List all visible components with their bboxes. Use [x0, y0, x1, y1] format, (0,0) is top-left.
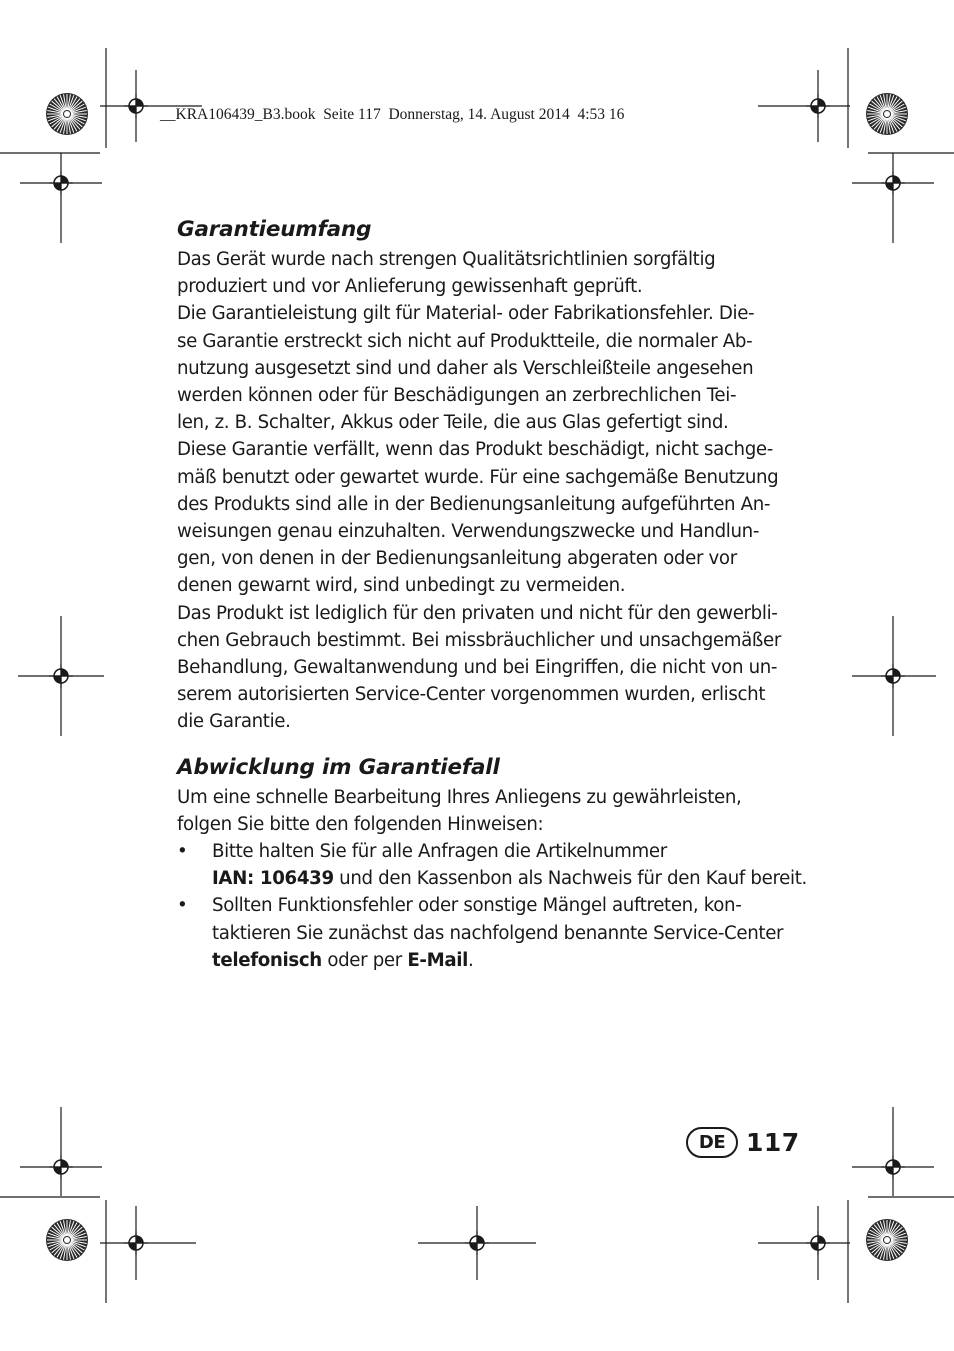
- language-badge: DE: [686, 1127, 738, 1158]
- paragraph: Das Produkt ist lediglich für den privaten und nicht für den gewerbli- chen Gebrauch bestimmt. Bei missbräuchlicher und unsachgemäßer Behandlung, Gewaltanwendung und bei Eingriffen, die nicht von un- serem autorisierten Service-Center vorgenommen wurden, erlischt die Garantie.: [177, 602, 781, 733]
- section-title: Garantieumfang: [177, 217, 372, 242]
- email-emphasis: E-Mail: [407, 949, 469, 971]
- item-text: oder per: [321, 949, 408, 971]
- page-number: 117: [746, 1127, 800, 1157]
- page-footer: [686, 1124, 800, 1160]
- warranty-scope-section: [177, 214, 807, 736]
- page-content: [177, 214, 807, 974]
- warranty-claim-section: [177, 752, 807, 974]
- list-item: [177, 838, 807, 892]
- registration-target-icon: [866, 1219, 908, 1261]
- registration-target-icon: [866, 93, 908, 135]
- item-text: .: [468, 949, 474, 971]
- paragraph: Das Gerät wurde nach strengen Qualitätsrichtlinien sorgfältig produziert und vor Anlieferung gewissenhaft geprüft.: [177, 249, 716, 298]
- phone-emphasis: telefonisch: [212, 949, 322, 971]
- paragraph: Diese Garantie verfällt, wenn das Produkt beschädigt, nicht sachge- mäß benutzt oder gewartet wurde. Für eine sachgemäße Benutzung des Produkts sind alle in der Bedienungsanleitung aufgeführten An- weisungen genau einzuhalten. Verwendungszwecke und Handlun- gen, von denen in der Bedienungsanleitung abgeraten oder vor denen gewarnt wird, sind unbedingt zu vermeiden.: [177, 439, 779, 597]
- bullet-icon: •: [177, 841, 188, 863]
- section-title: Abwicklung im Garantiefall: [177, 754, 500, 780]
- print-header: __KRA106439_B3.book Seite 117 Donnerstag, 14. August 2014 4:53 16: [160, 106, 625, 123]
- item-text: Sollten Funktionsfehler oder sonstige Mängel auftreten, kon-taktieren Sie zunächst das nachfolgend benannte Service-Center: [212, 895, 784, 944]
- intro-paragraph: Um eine schnelle Bearbeitung Ihres Anliegens zu gewährleisten, folgen Sie bitte den folgenden Hinweisen:: [177, 786, 742, 835]
- registration-target-icon: [46, 93, 88, 135]
- item-text: Bitte halten Sie für alle Anfragen die Artikelnummer: [212, 841, 667, 863]
- paragraph: Die Garantieleistung gilt für Material- oder Fabrikationsfehler. Die- se Garantie erstreckt sich nicht auf Produktteile, die normaler Ab- nutzung ausgesetzt sind und daher als Verschleißteile angesehen werden können oder für Beschädigungen an zerbrechlichen Tei- len, z. B. Schalter, Akkus oder Teile, die aus Glas gefertigt sind.: [177, 303, 755, 434]
- bullet-icon: •: [177, 895, 188, 917]
- item-text: und den Kassenbon als Nachweis für den Kauf bereit.: [333, 868, 807, 890]
- article-number: IAN: 106439: [212, 868, 334, 890]
- registration-target-icon: [46, 1219, 88, 1261]
- instruction-list: [177, 838, 807, 974]
- list-item: [177, 892, 807, 974]
